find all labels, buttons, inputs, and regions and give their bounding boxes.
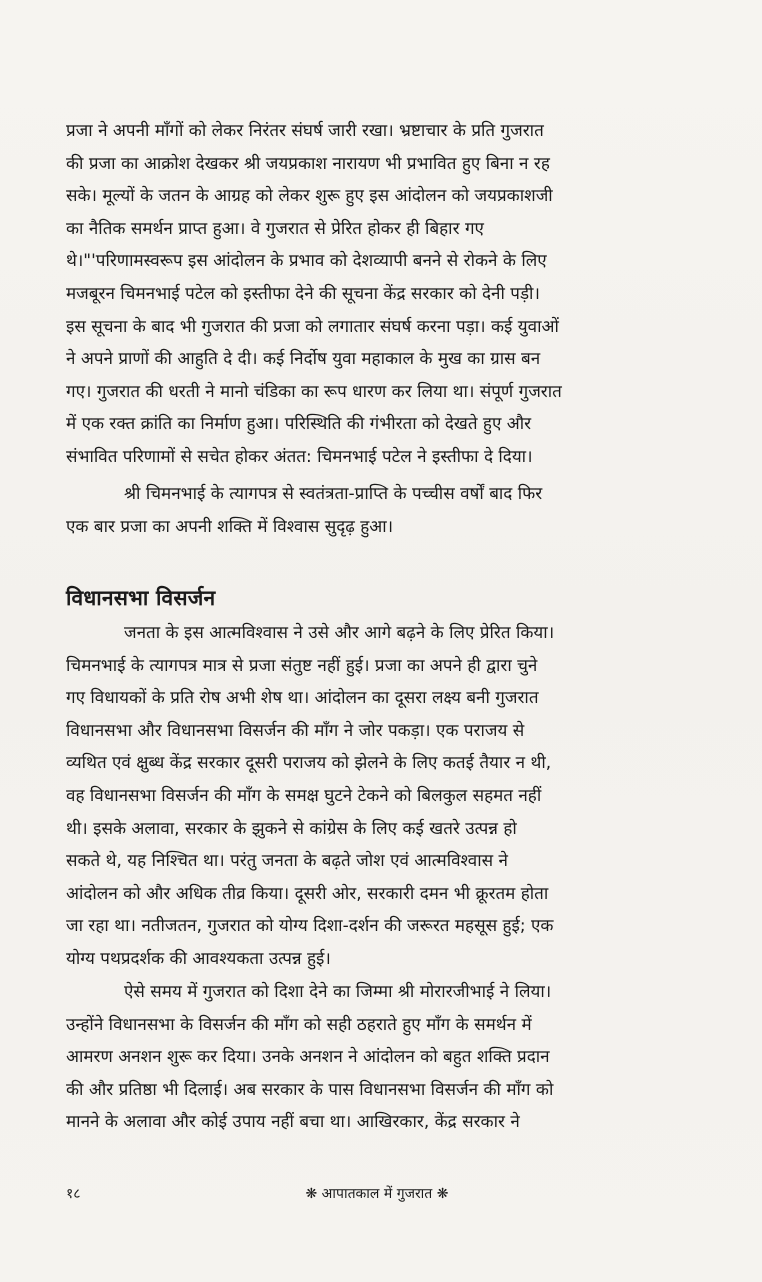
text-line: व्यथित एवं क्षुब्ध केंद्र सरकार दूसरी पराजय को झेलने के लिए कतई तैयार न थी, (66, 753, 552, 774)
page-footer (66, 1184, 688, 1208)
text-line: गए। गुजरात की धरती ने मानो चंडिका का रूप धारण कर लिया था। संपूर्ण गुजरात (66, 381, 562, 402)
text-line: श्री चिमनभाई के त्यागपत्र से स्वतंत्रता-प्राप्ति के पच्चीस वर्षों बाद फिर (124, 484, 543, 504)
text-line: का नैतिक समर्थन प्राप्त हुआ। वे गुजरात से प्रेरित होकर ही बिहार गए (66, 218, 484, 239)
paragraph-1 (66, 115, 688, 474)
text-line: सके। मूल्यों के जतन के आग्रह को लेकर शुरू हुए इस आंदोलन को जयप्रकाशजी (66, 186, 553, 207)
page-number: १८ (66, 1186, 81, 1202)
paragraph-text (66, 617, 688, 976)
text-line: की प्रजा का आक्रोश देखकर श्री जयप्रकाश नारायण भी प्रभावित हुए बिना न रह (66, 153, 550, 174)
text-line: उन्होंने विधानसभा के विसर्जन की माँग को सही ठहराते हुए माँग के समर्थन में (66, 1014, 532, 1035)
text-line: वह विधानसभा विसर्जन की माँग के समक्ष घुटने टेकने को बिलकुल सहमत नहीं (66, 785, 542, 806)
text-line: एक बार प्रजा का अपनी शक्ति में विश्वास सुदृढ़ हुआ। (66, 516, 394, 537)
text-line: जा रहा था। नतीजतन, गुजरात को योग्य दिशा-दर्शन की जरूरत महसूस हुई; एक (66, 916, 554, 937)
text-line: गए विधायकों के प्रति रोष अभी शेष था। आंदोलन का दूसरा लक्ष्य बनी गुजरात (66, 688, 539, 709)
text-line: मानने के अलावा और कोई उपाय नहीं बचा था। आखिरकार, केंद्र सरकार ने (66, 1112, 520, 1133)
text-line: इस सूचना के बाद भी गुजरात की प्रजा को लगातार संघर्ष करना पड़ा। कई युवाओं (66, 316, 559, 337)
text-line: विधानसभा और विधानसभा विसर्जन की माँग ने जोर पकड़ा। एक पराजय से (66, 720, 525, 741)
text-line: संभावित परिणामों से सचेत होकर अंतत: चिमनभाई पटेल ने इस्तीफा दे दिया। (66, 446, 533, 467)
text-line: आंदोलन को और अधिक तीव्र किया। दूसरी ओर, सरकारी दमन भी क्रूरतम होता (66, 883, 549, 904)
text-line: प्रजा ने अपनी माँगों को लेकर निरंतर संघर्ष जारी रखा। भ्रष्टाचार के प्रति गुजरात (66, 121, 544, 141)
text-line: जनता के इस आत्मविश्वास ने उसे और आगे बढ़ने के लिए प्रेरित किया। (124, 623, 555, 643)
text-line: थी। इसके अलावा, सरकार के झुकने से कांग्रेस के लिए कई खतरे उत्पन्न हो (66, 818, 517, 839)
text-line: चिमनभाई के त्यागपत्र मात्र से प्रजा संतुष्ट नहीं हुई। प्रजा का अपने ही द्वारा चुने (66, 655, 538, 676)
text-line: सकते थे, यह निश्चित था। परंतु जनता के बढ़ते जोश एवं आत्मविश्वास ने (66, 851, 508, 872)
text-line: मजबूरन चिमनभाई पटेल को इस्तीफा देने की सूचना केंद्र सरकार को देनी पड़ी। (66, 283, 540, 304)
paragraph-3 (66, 617, 688, 976)
paragraph-2 (66, 478, 688, 543)
paragraph-text (66, 976, 688, 1139)
text-line: में एक रक्त क्रांति का निर्माण हुआ। परिस्थिति की गंभीरता को देखते हुए और (66, 414, 532, 435)
running-title: ❋ आपातकाल में गुजरात ❋ (305, 1186, 449, 1202)
paragraph-text (66, 478, 688, 543)
text-line: ने अपने प्राणों की आहुति दे दी। कई निर्दोष युवा महाकाल के मुख का ग्रास बन (66, 349, 541, 370)
section-heading: विधानसभा विसर्जन (66, 586, 216, 610)
text-line: आमरण अनशन शुरू कर दिया। उनके अनशन ने आंदोलन को बहुत शक्ति प्रदान (66, 1047, 550, 1068)
text-line: थे।"'परिणामस्वरूप इस आंदोलन के प्रभाव को देशव्यापी बनने से रोकने के लिए (66, 251, 547, 272)
paragraph-4 (66, 976, 688, 1139)
paragraph-text (66, 115, 688, 474)
text-line: की और प्रतिष्ठा भी दिलाई। अब सरकार के पास विधानसभा विसर्जन की माँग को (66, 1079, 554, 1100)
text-line: योग्य पथप्रदर्शक की आवश्यकता उत्पन्न हुई। (66, 948, 331, 969)
text-line: ऐसे समय में गुजरात को दिशा देने का जिम्मा श्री मोरारजीभाई ने लिया। (124, 982, 552, 1002)
